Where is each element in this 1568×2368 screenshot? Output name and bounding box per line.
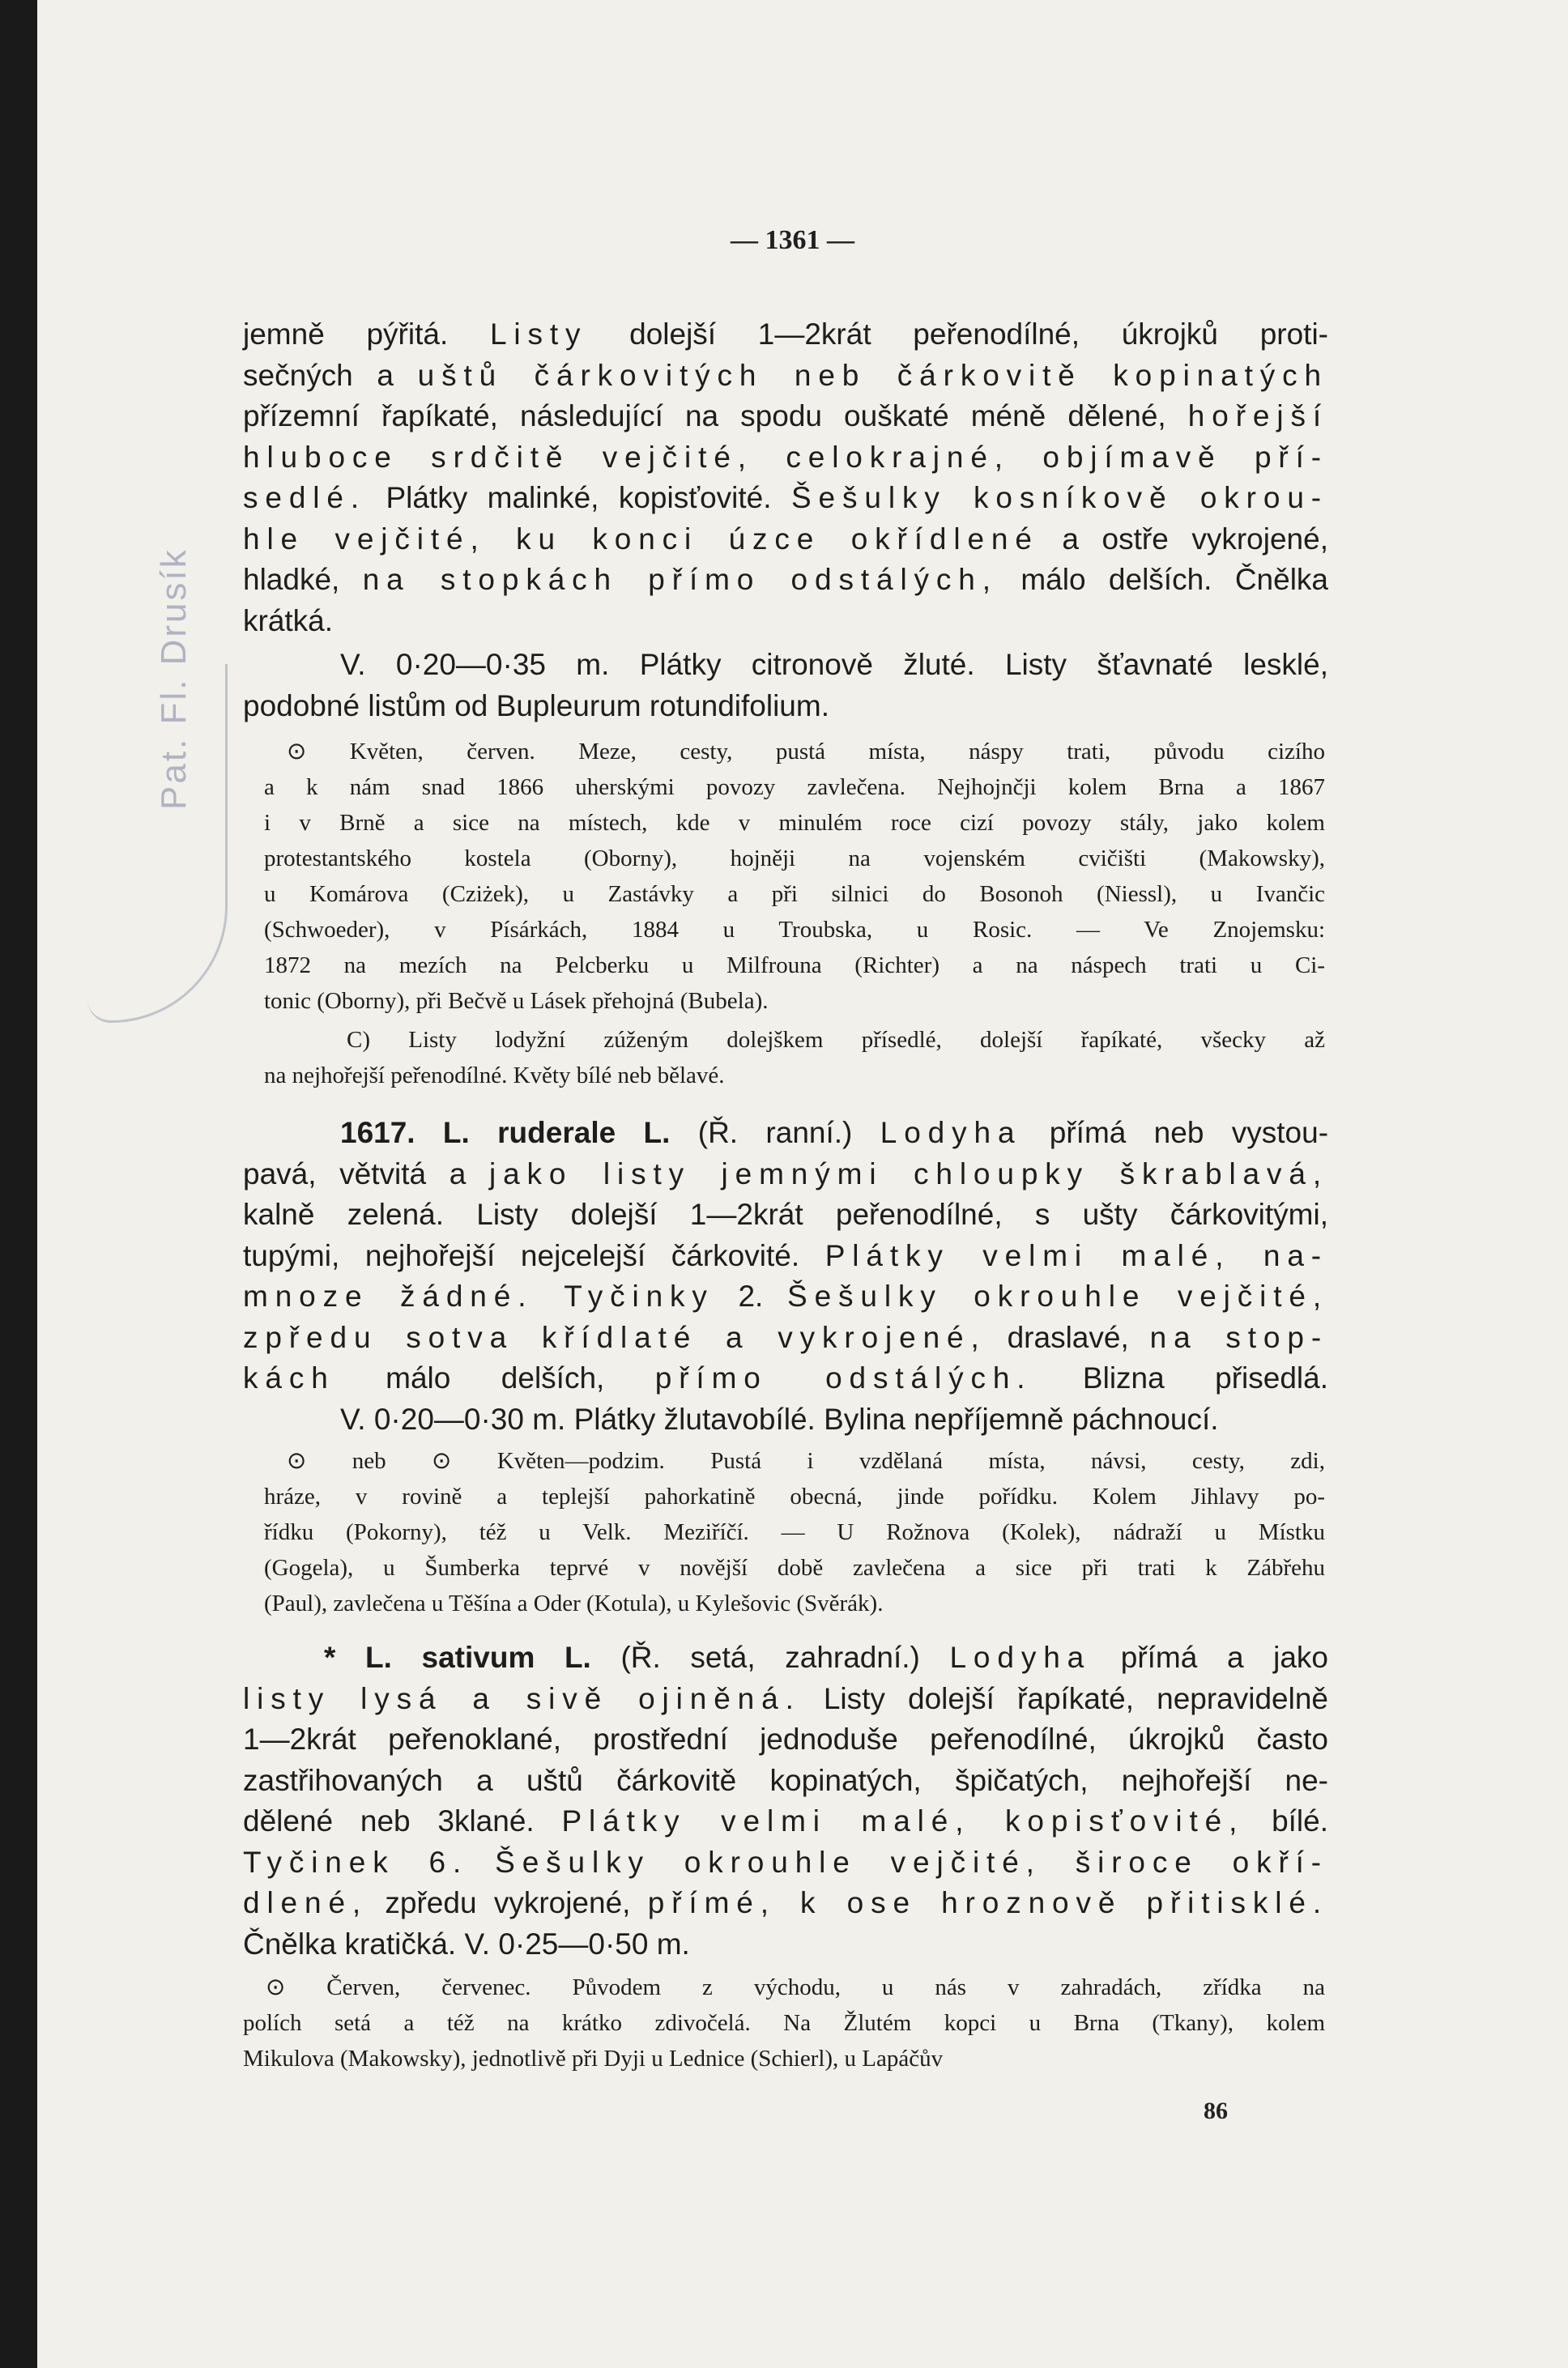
text-line: dlené, zpředu vykrojené, přímé, k ose hroznově přitisklé. [243,1886,1329,1919]
text-line: řídku (Pokorny), též u Velk. Meziříčí. — U Rožnova (Kolek), nádraží u Místku [264,1519,1325,1545]
species-sativum-description [243,1638,1328,1965]
measurement-paragraph-1 [243,645,1328,726]
text-line: kách málo delších, přímo odstálých. Blizna přisedlá. [243,1361,1328,1395]
text-line: zastřihovaných a uštů čárkovitě kopinatých, špičatých, nejhořejší ne- [243,1763,1328,1797]
text-line: a k nám snad 1866 uherskými povozy zavlečena. Nejhojnčji kolem Brna a 1867 [264,774,1325,800]
page-number: — 1361 — [731,225,854,255]
text-line: podobné listům od Bupleurum rotundifolium. [243,688,829,722]
text-line: hráze, v rovině a teplejší pahorkatině obecná, jinde pořídku. Kolem Jihlavy po- [264,1484,1325,1510]
text-line: krátká. [243,603,334,637]
text-line: 1617. L. ruderale L. (Ř. ranní.) Lodyha přímá neb vystou- [340,1116,1329,1149]
text-line: zpředu sotva křídlaté a vykrojené, draslavé, na stop- [243,1320,1329,1354]
text-line: tonic (Oborny), při Bečvě u Lásek přehojná (Bubela). [264,988,769,1014]
text-line: sedlé. Plátky malinké, kopisťovité. Šešulky kosníkově okrou- [243,481,1328,514]
text-line: Mikulova (Makowsky), jednotlivě při Dyji u Lednice (Schierl), u Lapáčův [243,2046,944,2072]
text-line: V. 0·20—0·30 m. Plátky žlutavobílé. Bylina nepříjemně páchnoucí. [340,1402,1219,1436]
text-line: přízemní řapíkaté, následující na spodu ouškaté méně dělené, hořejší [243,399,1328,432]
text-line: listy lysá a sivě ojiněná. Listy dolejší řapíkaté, nepravidelně [243,1681,1328,1715]
text-line: * L. sativum L. (Ř. setá, zahradní.) Lodyha přímá a jako [324,1641,1329,1674]
signature-mark: 86 [1204,2098,1228,2124]
description-paragraph-1 [243,314,1328,641]
text-line: C) Listy lodyžní zúženým dolejškem přísedlé, dolejší řapíkaté, všecky až [347,1027,1325,1053]
text-line: mnoze žádné. Tyčinky 2. Šešulky okrouhle vejčité, [243,1280,1329,1313]
text-line: 1—2krát peřenoklané, prostřední jednoduše peřenodílné, úkrojků často [243,1723,1328,1756]
text-line: polích setá a též na krátko zdivočelá. Na Žlutém kopci u Brna (Tkany), kolem [243,2010,1325,2036]
book-page [37,0,1568,2368]
text-line: tupými, nejhořejší nejcelejší čárkovité. Plátky velmi malé, na- [243,1238,1329,1272]
text-line: i v Brně a sice na místech, kde v minulém roce cizí povozy stály, jako kolem [264,810,1325,836]
text-line: pavá, větvitá a jako listy jemnými chloupky škrablavá, [243,1156,1329,1190]
text-line: (Schwoeder), v Písárkách, 1884 u Troubska, u Rosic. — Ve Znojemsku: [264,917,1325,943]
library-stamp [87,547,228,1023]
text-line: V. 0·20—0·35 m. Plátky citronově žluté. Listy šťavnaté lesklé, [340,648,1328,681]
text-line: hle vejčité, ku konci úzce okřídlené a ostře vykrojené, [243,522,1328,556]
text-line: (Paul), zavlečena u Těšína a Oder (Kotula), u Kylešovic (Svěrák). [264,1591,884,1616]
text-line: dělené neb 3klané. Plátky velmi malé, kopisťovité, bílé. [243,1804,1328,1838]
distribution-note-1 [264,734,1325,1019]
text-line: ⊙ Červen, červenec. Původem z východu, u nás v zahradách, zřídka na [266,1974,1325,2000]
text-line: hladké, na stopkách přímo odstálých, málo delších. Čnělka [243,563,1328,596]
text-line: (Gogela), u Šumberka teprvé v novější době zavlečena a sice při trati k Zábřehu [264,1555,1325,1581]
text-line: na nejhořejší peřenodílné. Květy bílé neb bělavé. [264,1063,725,1088]
text-line: protestantského kostela (Oborny), hojněji na vojenském cvičišti (Makowsky), [264,845,1325,871]
text-line: Čnělka kratičká. V. 0·25—0·50 m. [243,1927,690,1961]
species-ruderale-description [243,1113,1328,1440]
library-stamp-text: Pat. Fl. Drusík [154,547,194,810]
text-line: hluboce srdčitě vejčité, celokrajné, objímavě pří- [243,440,1328,474]
group-key-c [264,1022,1325,1093]
text-line: 1872 na mezích na Pelcberku u Milfrouna (Richter) a na náspech trati u Ci- [264,952,1325,978]
text-line: kalně zelená. Listy dolejší 1—2krát peřenodílné, s ušty čárkovitými, [243,1198,1328,1231]
text-line: ⊙ neb ⊙ Květen—podzim. Pustá i vzdělaná místa, návsi, cesty, zdi, [287,1448,1325,1474]
text-line: sečných a uštů čárkovitých neb čárkovitě kopinatých [243,358,1328,392]
text-line: jemně pýřitá. Listy dolejší 1—2krát peřenodílné, úkrojků proti- [243,317,1329,351]
text-line: Tyčinek 6. Šešulky okrouhle vejčité, široce okří- [243,1845,1329,1879]
text-line: u Komárova (Cziżek), u Zastávky a při silnici do Bosonoh (Niessl), u Ivančic [264,881,1325,907]
text-line: ⊙ Květen, červen. Meze, cesty, pustá místa, náspy trati, původu cizího [287,739,1325,764]
distribution-note-ruderale [264,1443,1325,1621]
distribution-note-sativum [243,1970,1325,2076]
